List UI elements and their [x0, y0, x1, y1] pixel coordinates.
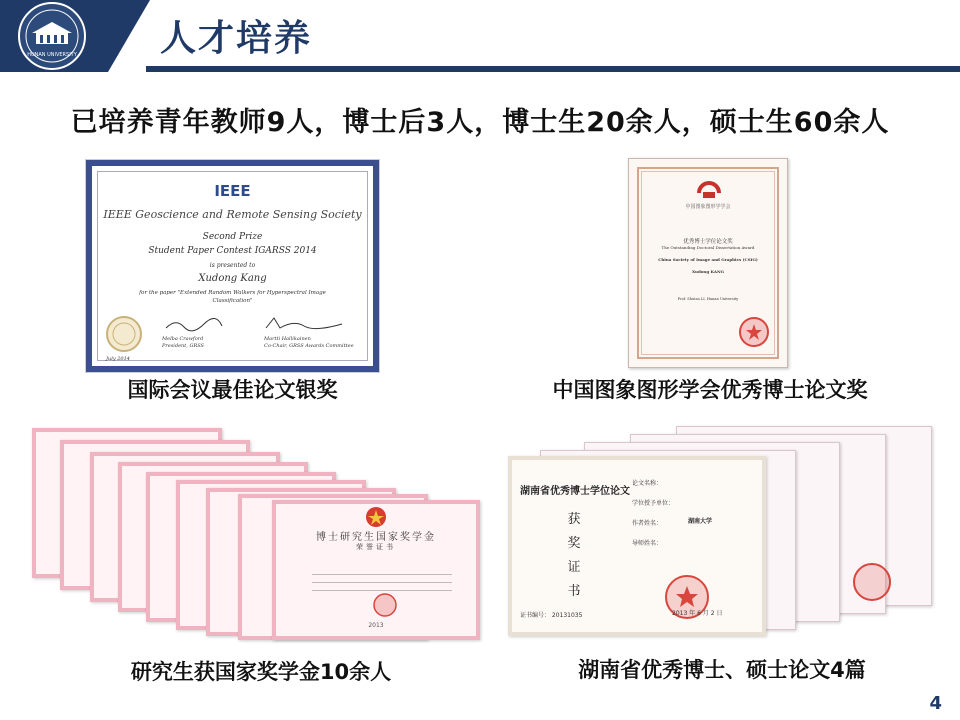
scholarship-subtitle: 荣誉证书 — [356, 543, 396, 551]
csig-logo-icon — [695, 179, 723, 201]
hunan-certificate — [508, 456, 766, 636]
scholarship-year: 2013 — [368, 622, 384, 629]
award-char: 获 — [567, 512, 581, 527]
hunan-university: 湖南大学 — [688, 518, 713, 525]
caption-ieee: 国际会议最佳论文银奖 — [127, 378, 338, 402]
field-label: 导师姓名： — [632, 540, 663, 547]
csig-recipient: Xudong KANG — [691, 269, 725, 274]
prize-label: Second Prize — [202, 232, 263, 242]
field-label: 论文名称： — [632, 480, 663, 487]
award-vertical-text — [564, 508, 584, 604]
csig-award-cn: 优秀博士学位论文奖 — [683, 239, 733, 245]
page-number: 4 — [929, 693, 942, 714]
certificate-date: July 2014 — [106, 356, 130, 362]
signer2-name: Martti Hallikainen — [264, 336, 311, 342]
hunan-date: 2013 年 6 月 2 日 — [672, 610, 723, 617]
hunan-fields — [632, 474, 674, 554]
signer1-name: Melba Crawford — [162, 336, 204, 342]
national-emblem-icon — [364, 506, 388, 528]
scholarship-seal-icon — [372, 592, 398, 618]
university-logo — [0, 0, 160, 72]
csig-org: 中国图象图形学学会 — [685, 204, 731, 210]
field-label: 学位授予单位： — [632, 500, 675, 507]
csig-supervisor: Prof. Shutao LI, Hunan University — [677, 297, 739, 301]
hunan-stack-seal-icon — [850, 560, 894, 604]
ieee-logo: IEEE — [214, 182, 251, 200]
paper-title-line1: for the paper "Extended Random Walkers for Hyperspectral Image — [139, 290, 326, 296]
summary-heading: 已培养青年教师9人，博士后3人，博士生20余人，硕士生60余人 — [70, 107, 890, 138]
award-char: 证 — [567, 560, 581, 575]
csig-award-en: The Outstanding Doctoral Dissertation Award — [661, 245, 755, 250]
hunan-title: 湖南省优秀博士学位论文 — [520, 486, 630, 497]
scholarship-title: 博士研究生国家奖学金 — [316, 532, 436, 543]
presented-label: is presented to — [209, 262, 256, 269]
contest-label: Student Paper Contest IGARSS 2014 — [148, 246, 317, 256]
caption-scholarship: 研究生获国家奖学金10余人 — [130, 660, 392, 684]
signer1-title: President, GRSS — [162, 343, 204, 349]
caption-hunan: 湖南省优秀博士、硕士论文4篇 — [578, 658, 866, 682]
field-label: 作者姓名： — [632, 520, 663, 527]
recipient-name: Xudong Kang — [198, 273, 267, 284]
csig-red-seal-icon — [737, 315, 771, 349]
signature-1-icon — [164, 318, 224, 332]
logo-text: HUNAN UNIVERSITY — [27, 52, 77, 58]
ieee-certificate — [86, 160, 379, 372]
signer2-title: Co-Chair, GRSS Awards Committee — [264, 343, 354, 349]
csig-certificate — [628, 158, 788, 368]
paper-title-line2: Classification" — [212, 298, 253, 304]
hunan-cert-no: 证书编号： 20131035 — [520, 612, 583, 619]
csig-society-en: China Society of Image and Graphics (CSIG) — [658, 257, 758, 262]
society-name: IEEE Geoscience and Remote Sensing Society — [103, 208, 362, 221]
seal-icon — [104, 314, 144, 354]
caption-csig: 中国图象图形学会优秀博士论文奖 — [552, 378, 868, 402]
award-char: 奖 — [567, 536, 581, 551]
scholarship-certificate — [272, 500, 480, 640]
page-title: 人才培养 — [160, 18, 313, 59]
signature-2-icon — [264, 316, 344, 332]
award-char: 书 — [567, 584, 581, 599]
